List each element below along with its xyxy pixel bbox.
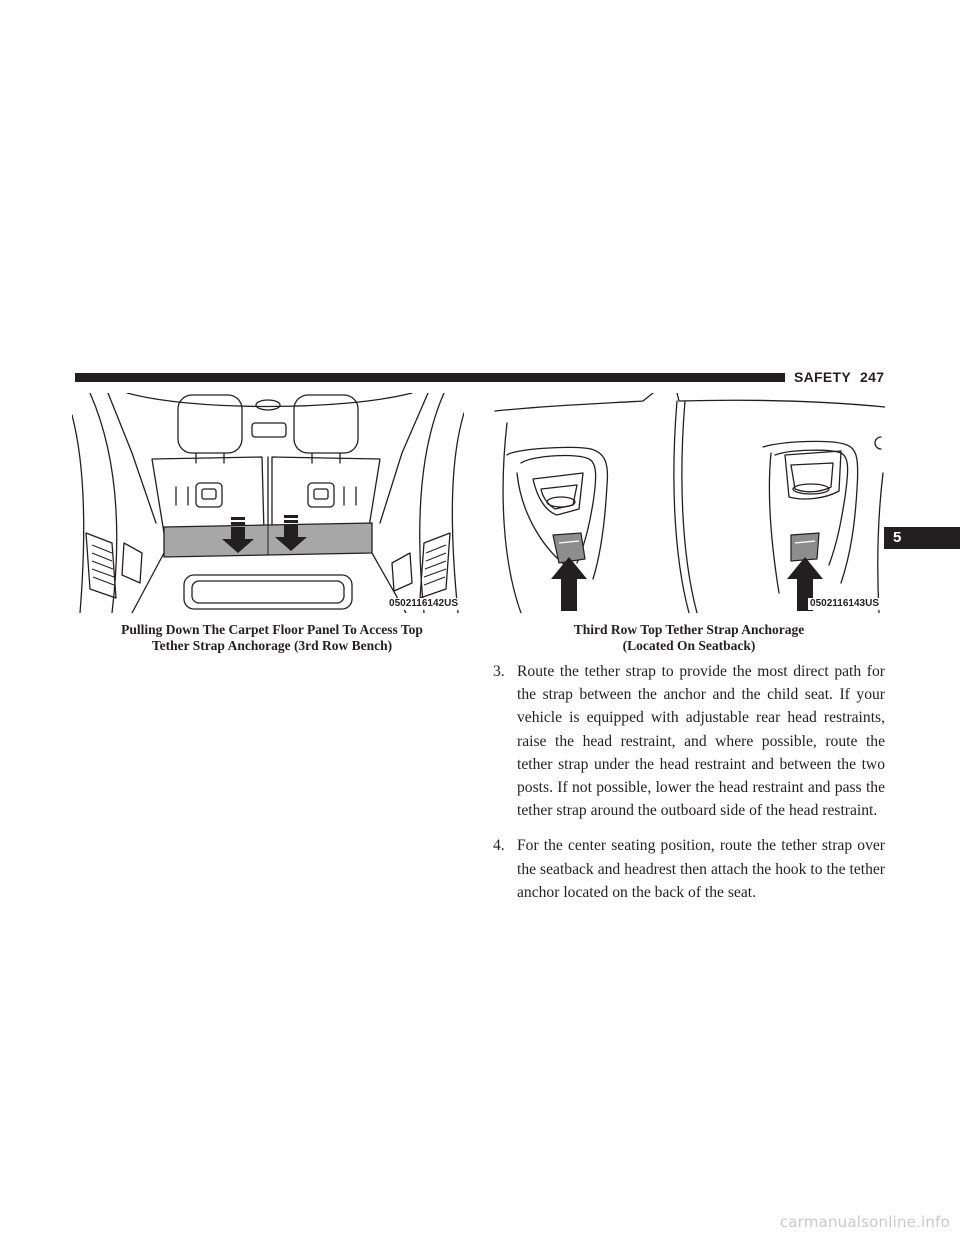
chapter-tab: 5 (884, 527, 960, 549)
watermark-text: carmanualsonline.info (779, 1213, 950, 1231)
instruction-steps (493, 660, 885, 916)
section-title: SAFETY (794, 369, 852, 385)
cargo-area-illustration (72, 393, 464, 613)
step-number: 4. (493, 837, 505, 855)
header-rule (75, 373, 785, 382)
running-header (794, 369, 884, 387)
step-text: Route the tether strap to provide the most direct path for the strap between the anchor and the child seat. If your vehicle is equipped with adjustable rear head restraints, raise the head restraint, and where possible, route the tether strap under the head restraint and between the two posts. If not possible, lower the head restraint and pass the tether strap around the outboard side of the head restraint. (517, 663, 885, 820)
caption-line: (Located On Seatback) (622, 638, 756, 653)
seatback-anchorage-illustration (493, 393, 885, 613)
figure-code: 0502116142US (389, 598, 458, 609)
caption-line: Pulling Down The Carpet Floor Panel To Access Top (121, 622, 423, 637)
step-item (493, 660, 885, 822)
caption-line: Tether Strap Anchorage (3rd Row Bench) (151, 638, 393, 653)
figure-carpet-floor-panel (72, 393, 464, 613)
step-item (493, 834, 885, 904)
page-number: 247 (860, 369, 885, 385)
step-text: For the center seating position, route the tether strap over the seatback and headrest then attach the hook to the tether anchor located on the back of the seat. (517, 837, 885, 901)
caption-line: Third Row Top Tether Strap Anchorage (573, 622, 805, 637)
figure-caption (82, 622, 462, 654)
figure-code: 0502116143US (810, 598, 879, 609)
figure-caption (493, 622, 885, 654)
step-number: 3. (493, 663, 505, 680)
figure-tether-anchorage (493, 393, 885, 613)
